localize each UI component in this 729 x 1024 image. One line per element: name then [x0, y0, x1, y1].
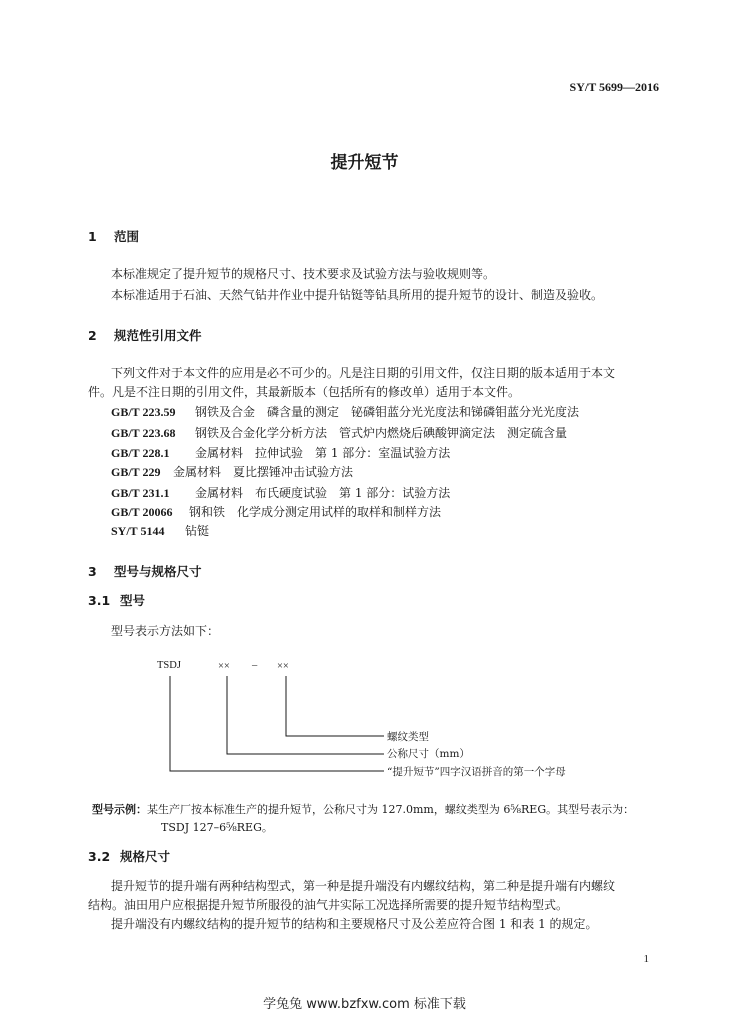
footer-watermark: 学兔兔 www.bzfxw.com 标准下载 — [263, 997, 466, 1012]
diagram-label-thread: 螺纹类型 — [387, 731, 429, 743]
reference-code: GB/T 223.59 — [111, 405, 176, 419]
paragraph: 结构。油田用户应根据提升短节所服役的油气井实际工况选择所需要的提升短节结构型式。 — [88, 898, 569, 912]
paragraph: 本标准规定了提升短节的规格尺寸、技术要求及试验方法与验收规则等。 — [111, 267, 496, 281]
reference-code: SY/T 5144 — [111, 524, 165, 538]
reference-code: GB/T 228.1 — [111, 446, 170, 460]
standard-number: SY/T 5699—2016 — [569, 80, 659, 94]
reference-title: 金属材料 拉伸试验 第 1 部分：室温试验方法 — [195, 446, 451, 460]
reference-title: 钻铤 — [185, 524, 210, 538]
example-text: TSDJ 127–6⅝REG。 — [161, 821, 273, 834]
reference-title: 钢铁及合金 磷含量的测定 铋磷钼蓝分光光度法和锑磷钼蓝分光光度法 — [195, 405, 580, 419]
section-number: 3.1 — [88, 593, 111, 608]
section-3-2-heading — [88, 847, 170, 865]
section-title: 规范性引用文件 — [114, 328, 202, 343]
section-title: 规格尺寸 — [120, 849, 171, 864]
example-label: 型号示例： — [92, 803, 147, 816]
reference-title: 钢铁及合金化学分析方法 管式炉内燃烧后碘酸钾滴定法 测定硫含量 — [195, 426, 568, 440]
paragraph: 提升端没有内螺纹结构的提升短节的结构和主要规格尺寸及公差应符合图 1 和表 1 的规定。 — [111, 917, 598, 931]
reference-title: 金属材料 布氏硬度试验 第 1 部分：试验方法 — [195, 486, 451, 500]
diagram-size-placeholder: ×× — [218, 661, 230, 672]
page-number: 1 — [643, 953, 649, 965]
section-number: 3 — [88, 564, 97, 579]
leader-line-size — [227, 676, 384, 754]
leader-line-prefix — [170, 676, 384, 771]
document-title: 提升短节 — [330, 153, 399, 173]
paragraph: 下列文件对于本文件的应用是必不可少的。凡是注日期的引用文件，仅注日期的版本适用于本文 — [111, 366, 616, 380]
section-title: 型号 — [120, 593, 146, 608]
section-title: 范围 — [114, 229, 140, 244]
diagram-label-size: 公称尺寸（mm） — [387, 748, 470, 760]
reference-title: 钢和铁 化学成分测定用试样的取样和制样方法 — [189, 505, 442, 519]
paragraph: 型号表示方法如下： — [111, 624, 220, 638]
reference-code: GB/T 229 — [111, 465, 161, 479]
reference-code: GB/T 223.68 — [111, 426, 176, 440]
reference-code: GB/T 231.1 — [111, 486, 170, 500]
section-title: 型号与规格尺寸 — [114, 564, 202, 579]
paragraph: 件。凡是不注日期的引用文件，其最新版本（包括所有的修改单）适用于本文件。 — [88, 385, 521, 399]
diagram-label-prefix: “提升短节”四字汉语拼音的第一个字母 — [387, 766, 566, 778]
section-number: 1 — [88, 229, 97, 244]
reference-code: GB/T 20066 — [111, 505, 173, 519]
paragraph: 提升短节的提升端有两种结构型式，第一种是提升端没有内螺纹结构，第二种是提升端有内螺纹 — [111, 879, 616, 893]
diagram-prefix: TSDJ — [157, 660, 181, 671]
diagram-dash: – — [252, 660, 258, 671]
paragraph: 本标准适用于石油、天然气钻井作业中提升钻铤等钻具所用的提升短节的设计、制造及验收。 — [111, 288, 604, 302]
section-number: 3.2 — [88, 849, 111, 864]
reference-title: 金属材料 夏比摆锤冲击试验方法 — [173, 465, 354, 479]
example-text: 某生产厂按本标准生产的提升短节，公称尺寸为 127.0mm，螺纹类型为 6⅝REG。其型号表示为： — [147, 803, 635, 816]
section-number: 2 — [88, 328, 97, 343]
model-example — [92, 801, 672, 837]
diagram-thread-placeholder: ×× — [277, 661, 289, 672]
leader-line-thread — [286, 676, 384, 736]
